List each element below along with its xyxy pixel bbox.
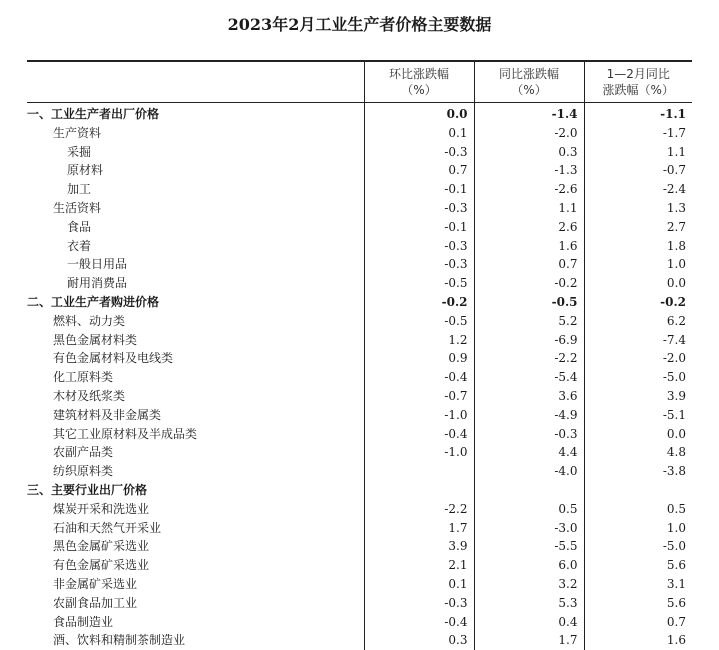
value-yoy: 0.5 <box>474 500 584 519</box>
value-yoy: 5.2 <box>474 312 584 331</box>
table-row <box>27 406 692 425</box>
value-yoy: -6.9 <box>474 331 584 350</box>
row-label-cell <box>27 349 364 368</box>
value-mom: 1.2 <box>364 331 474 350</box>
value-mom <box>364 481 474 500</box>
row-label-cell <box>27 594 364 613</box>
table-row <box>27 103 692 124</box>
table-row <box>27 443 692 462</box>
row-label: 农副产品类 <box>27 445 113 459</box>
value-ytd: 4.8 <box>584 443 692 462</box>
row-label-cell <box>27 519 364 538</box>
row-label-cell <box>27 180 364 199</box>
value-yoy: 2.6 <box>474 218 584 237</box>
row-label: 化工原料类 <box>27 370 113 384</box>
header-mom-line1: 环比涨跌幅 <box>365 66 474 82</box>
table-row <box>27 575 692 594</box>
value-mom: -0.3 <box>364 255 474 274</box>
row-label: 采掘 <box>27 145 91 159</box>
value-ytd: 1.8 <box>584 237 692 256</box>
value-mom: 0.7 <box>364 161 474 180</box>
value-yoy: -1.4 <box>474 103 584 124</box>
header-ytd <box>584 61 692 103</box>
row-label-cell <box>27 312 364 331</box>
value-mom: -1.0 <box>364 443 474 462</box>
row-label-cell <box>27 161 364 180</box>
value-mom: -0.5 <box>364 274 474 293</box>
value-mom: -0.4 <box>364 368 474 387</box>
row-label: 耐用消费品 <box>27 276 127 290</box>
value-ytd: -1.1 <box>584 103 692 124</box>
value-mom: 0.3 <box>364 631 474 650</box>
row-label-cell <box>27 462 364 481</box>
table-row <box>27 180 692 199</box>
value-ytd <box>584 481 692 500</box>
value-mom: -0.2 <box>364 293 474 312</box>
value-yoy: 5.3 <box>474 594 584 613</box>
value-mom: -0.7 <box>364 387 474 406</box>
value-yoy: 6.0 <box>474 556 584 575</box>
table-header <box>27 61 692 103</box>
value-ytd: -0.7 <box>584 161 692 180</box>
value-ytd: 0.0 <box>584 425 692 444</box>
table-row <box>27 537 692 556</box>
value-yoy: -5.5 <box>474 537 584 556</box>
value-yoy: -0.3 <box>474 425 584 444</box>
row-label: 黑色金属矿采选业 <box>27 539 149 553</box>
value-mom: 0.1 <box>364 124 474 143</box>
value-mom: 0.1 <box>364 575 474 594</box>
value-yoy: 3.6 <box>474 387 584 406</box>
row-label-cell <box>27 387 364 406</box>
value-yoy: -3.0 <box>474 519 584 538</box>
row-label: 燃料、动力类 <box>27 314 125 328</box>
value-mom <box>364 462 474 481</box>
value-yoy: -4.9 <box>474 406 584 425</box>
header-mom-line2: （%） <box>365 82 474 98</box>
value-mom: -0.1 <box>364 218 474 237</box>
value-yoy: 1.6 <box>474 237 584 256</box>
row-label-cell <box>27 425 364 444</box>
value-yoy: -0.2 <box>474 274 584 293</box>
row-label: 生活资料 <box>27 201 101 215</box>
price-data-table <box>27 60 692 650</box>
row-label: 衣着 <box>27 239 91 253</box>
header-yoy-line1: 同比涨跌幅 <box>475 66 584 82</box>
value-ytd: 0.0 <box>584 274 692 293</box>
value-mom: -0.3 <box>364 143 474 162</box>
table-row <box>27 349 692 368</box>
value-ytd: -2.4 <box>584 180 692 199</box>
table-row <box>27 594 692 613</box>
row-label-cell <box>27 218 364 237</box>
row-label: 原材料 <box>27 163 103 177</box>
table-row <box>27 519 692 538</box>
value-yoy: -1.3 <box>474 161 584 180</box>
table-row <box>27 425 692 444</box>
value-yoy: -2.6 <box>474 180 584 199</box>
value-mom: -2.2 <box>364 500 474 519</box>
table-row <box>27 237 692 256</box>
value-ytd: 0.5 <box>584 500 692 519</box>
value-yoy: 1.1 <box>474 199 584 218</box>
table-row <box>27 387 692 406</box>
value-yoy: 0.7 <box>474 255 584 274</box>
value-yoy: -4.0 <box>474 462 584 481</box>
table-row <box>27 631 692 650</box>
page-title: 2023年2月工业生产者价格主要数据 <box>0 12 719 35</box>
table-row <box>27 312 692 331</box>
row-label-cell <box>27 293 364 312</box>
row-label: 加工 <box>27 182 91 196</box>
value-yoy <box>474 481 584 500</box>
table-row <box>27 331 692 350</box>
value-yoy: 0.4 <box>474 613 584 632</box>
value-mom: -0.3 <box>364 199 474 218</box>
value-ytd: -0.2 <box>584 293 692 312</box>
value-ytd: 3.1 <box>584 575 692 594</box>
row-label: 有色金属矿采选业 <box>27 558 149 572</box>
row-label: 其它工业原材料及半成品类 <box>27 427 197 441</box>
value-mom: 1.7 <box>364 519 474 538</box>
row-label-cell <box>27 631 364 650</box>
value-yoy: 3.2 <box>474 575 584 594</box>
table-row <box>27 613 692 632</box>
row-label: 酒、饮料和精制茶制造业 <box>27 633 185 647</box>
header-yoy-line2: （%） <box>475 82 584 98</box>
table-body <box>27 103 692 650</box>
value-ytd: 2.7 <box>584 218 692 237</box>
value-ytd: 0.7 <box>584 613 692 632</box>
row-label-cell <box>27 103 364 124</box>
table-row <box>27 556 692 575</box>
value-yoy: -5.4 <box>474 368 584 387</box>
header-ytd-line1: 1—2月同比 <box>585 66 693 82</box>
row-label-cell <box>27 274 364 293</box>
row-label-cell <box>27 406 364 425</box>
header-ytd-line2: 涨跌幅（%） <box>585 82 693 98</box>
value-ytd: -1.7 <box>584 124 692 143</box>
value-ytd: 1.3 <box>584 199 692 218</box>
row-label-cell <box>27 199 364 218</box>
value-yoy: 0.3 <box>474 143 584 162</box>
row-label-cell <box>27 255 364 274</box>
value-ytd: 1.0 <box>584 519 692 538</box>
table-row <box>27 124 692 143</box>
value-mom: 0.9 <box>364 349 474 368</box>
value-mom: -0.5 <box>364 312 474 331</box>
value-ytd: -5.0 <box>584 368 692 387</box>
row-label-cell <box>27 237 364 256</box>
row-label-cell <box>27 556 364 575</box>
row-label-cell <box>27 443 364 462</box>
table-row <box>27 199 692 218</box>
value-mom: -1.0 <box>364 406 474 425</box>
table-row <box>27 293 692 312</box>
value-yoy: -2.2 <box>474 349 584 368</box>
row-label: 食品制造业 <box>27 615 113 629</box>
value-yoy: -2.0 <box>474 124 584 143</box>
value-mom: -0.3 <box>364 594 474 613</box>
header-blank <box>27 61 364 103</box>
row-label: 农副食品加工业 <box>27 596 137 610</box>
value-yoy: 1.7 <box>474 631 584 650</box>
row-label-cell <box>27 500 364 519</box>
table-row <box>27 143 692 162</box>
value-mom: -0.3 <box>364 237 474 256</box>
value-mom: -0.4 <box>364 613 474 632</box>
row-label-cell <box>27 537 364 556</box>
value-ytd: 1.1 <box>584 143 692 162</box>
row-label-cell <box>27 331 364 350</box>
row-label: 一般日用品 <box>27 257 127 271</box>
row-label-cell <box>27 575 364 594</box>
row-label: 二、工业生产者购进价格 <box>27 295 159 309</box>
row-label: 木材及纸浆类 <box>27 389 125 403</box>
row-label: 石油和天然气开采业 <box>27 521 161 535</box>
row-label: 非金属矿采选业 <box>27 577 137 591</box>
row-label: 煤炭开采和洗选业 <box>27 502 149 516</box>
value-ytd: 1.0 <box>584 255 692 274</box>
value-ytd: -5.0 <box>584 537 692 556</box>
value-yoy: 4.4 <box>474 443 584 462</box>
value-ytd: 1.6 <box>584 631 692 650</box>
row-label-cell <box>27 124 364 143</box>
row-label: 三、主要行业出厂价格 <box>27 483 147 497</box>
value-ytd: 6.2 <box>584 312 692 331</box>
header-yoy <box>474 61 584 103</box>
value-mom: 3.9 <box>364 537 474 556</box>
value-ytd: 5.6 <box>584 556 692 575</box>
table-row <box>27 500 692 519</box>
row-label: 食品 <box>27 220 91 234</box>
row-label: 纺织原料类 <box>27 464 113 478</box>
row-label-cell <box>27 368 364 387</box>
row-label: 有色金属材料及电线类 <box>27 351 173 365</box>
value-yoy: -0.5 <box>474 293 584 312</box>
value-ytd: -2.0 <box>584 349 692 368</box>
table-row <box>27 161 692 180</box>
header-mom <box>364 61 474 103</box>
value-mom: -0.4 <box>364 425 474 444</box>
table-row <box>27 462 692 481</box>
value-ytd: 5.6 <box>584 594 692 613</box>
row-label-cell <box>27 143 364 162</box>
row-label: 一、工业生产者出厂价格 <box>27 107 159 121</box>
table-row <box>27 218 692 237</box>
table-row <box>27 368 692 387</box>
row-label-cell <box>27 613 364 632</box>
table-row <box>27 255 692 274</box>
row-label: 生产资料 <box>27 126 101 140</box>
value-ytd: -5.1 <box>584 406 692 425</box>
value-mom: -0.1 <box>364 180 474 199</box>
value-mom: 2.1 <box>364 556 474 575</box>
value-ytd: -3.8 <box>584 462 692 481</box>
row-label-cell <box>27 481 364 500</box>
value-ytd: 3.9 <box>584 387 692 406</box>
table-row <box>27 274 692 293</box>
row-label: 黑色金属材料类 <box>27 333 137 347</box>
value-ytd: -7.4 <box>584 331 692 350</box>
row-label: 建筑材料及非金属类 <box>27 408 161 422</box>
value-mom: 0.0 <box>364 103 474 124</box>
table-row <box>27 481 692 500</box>
